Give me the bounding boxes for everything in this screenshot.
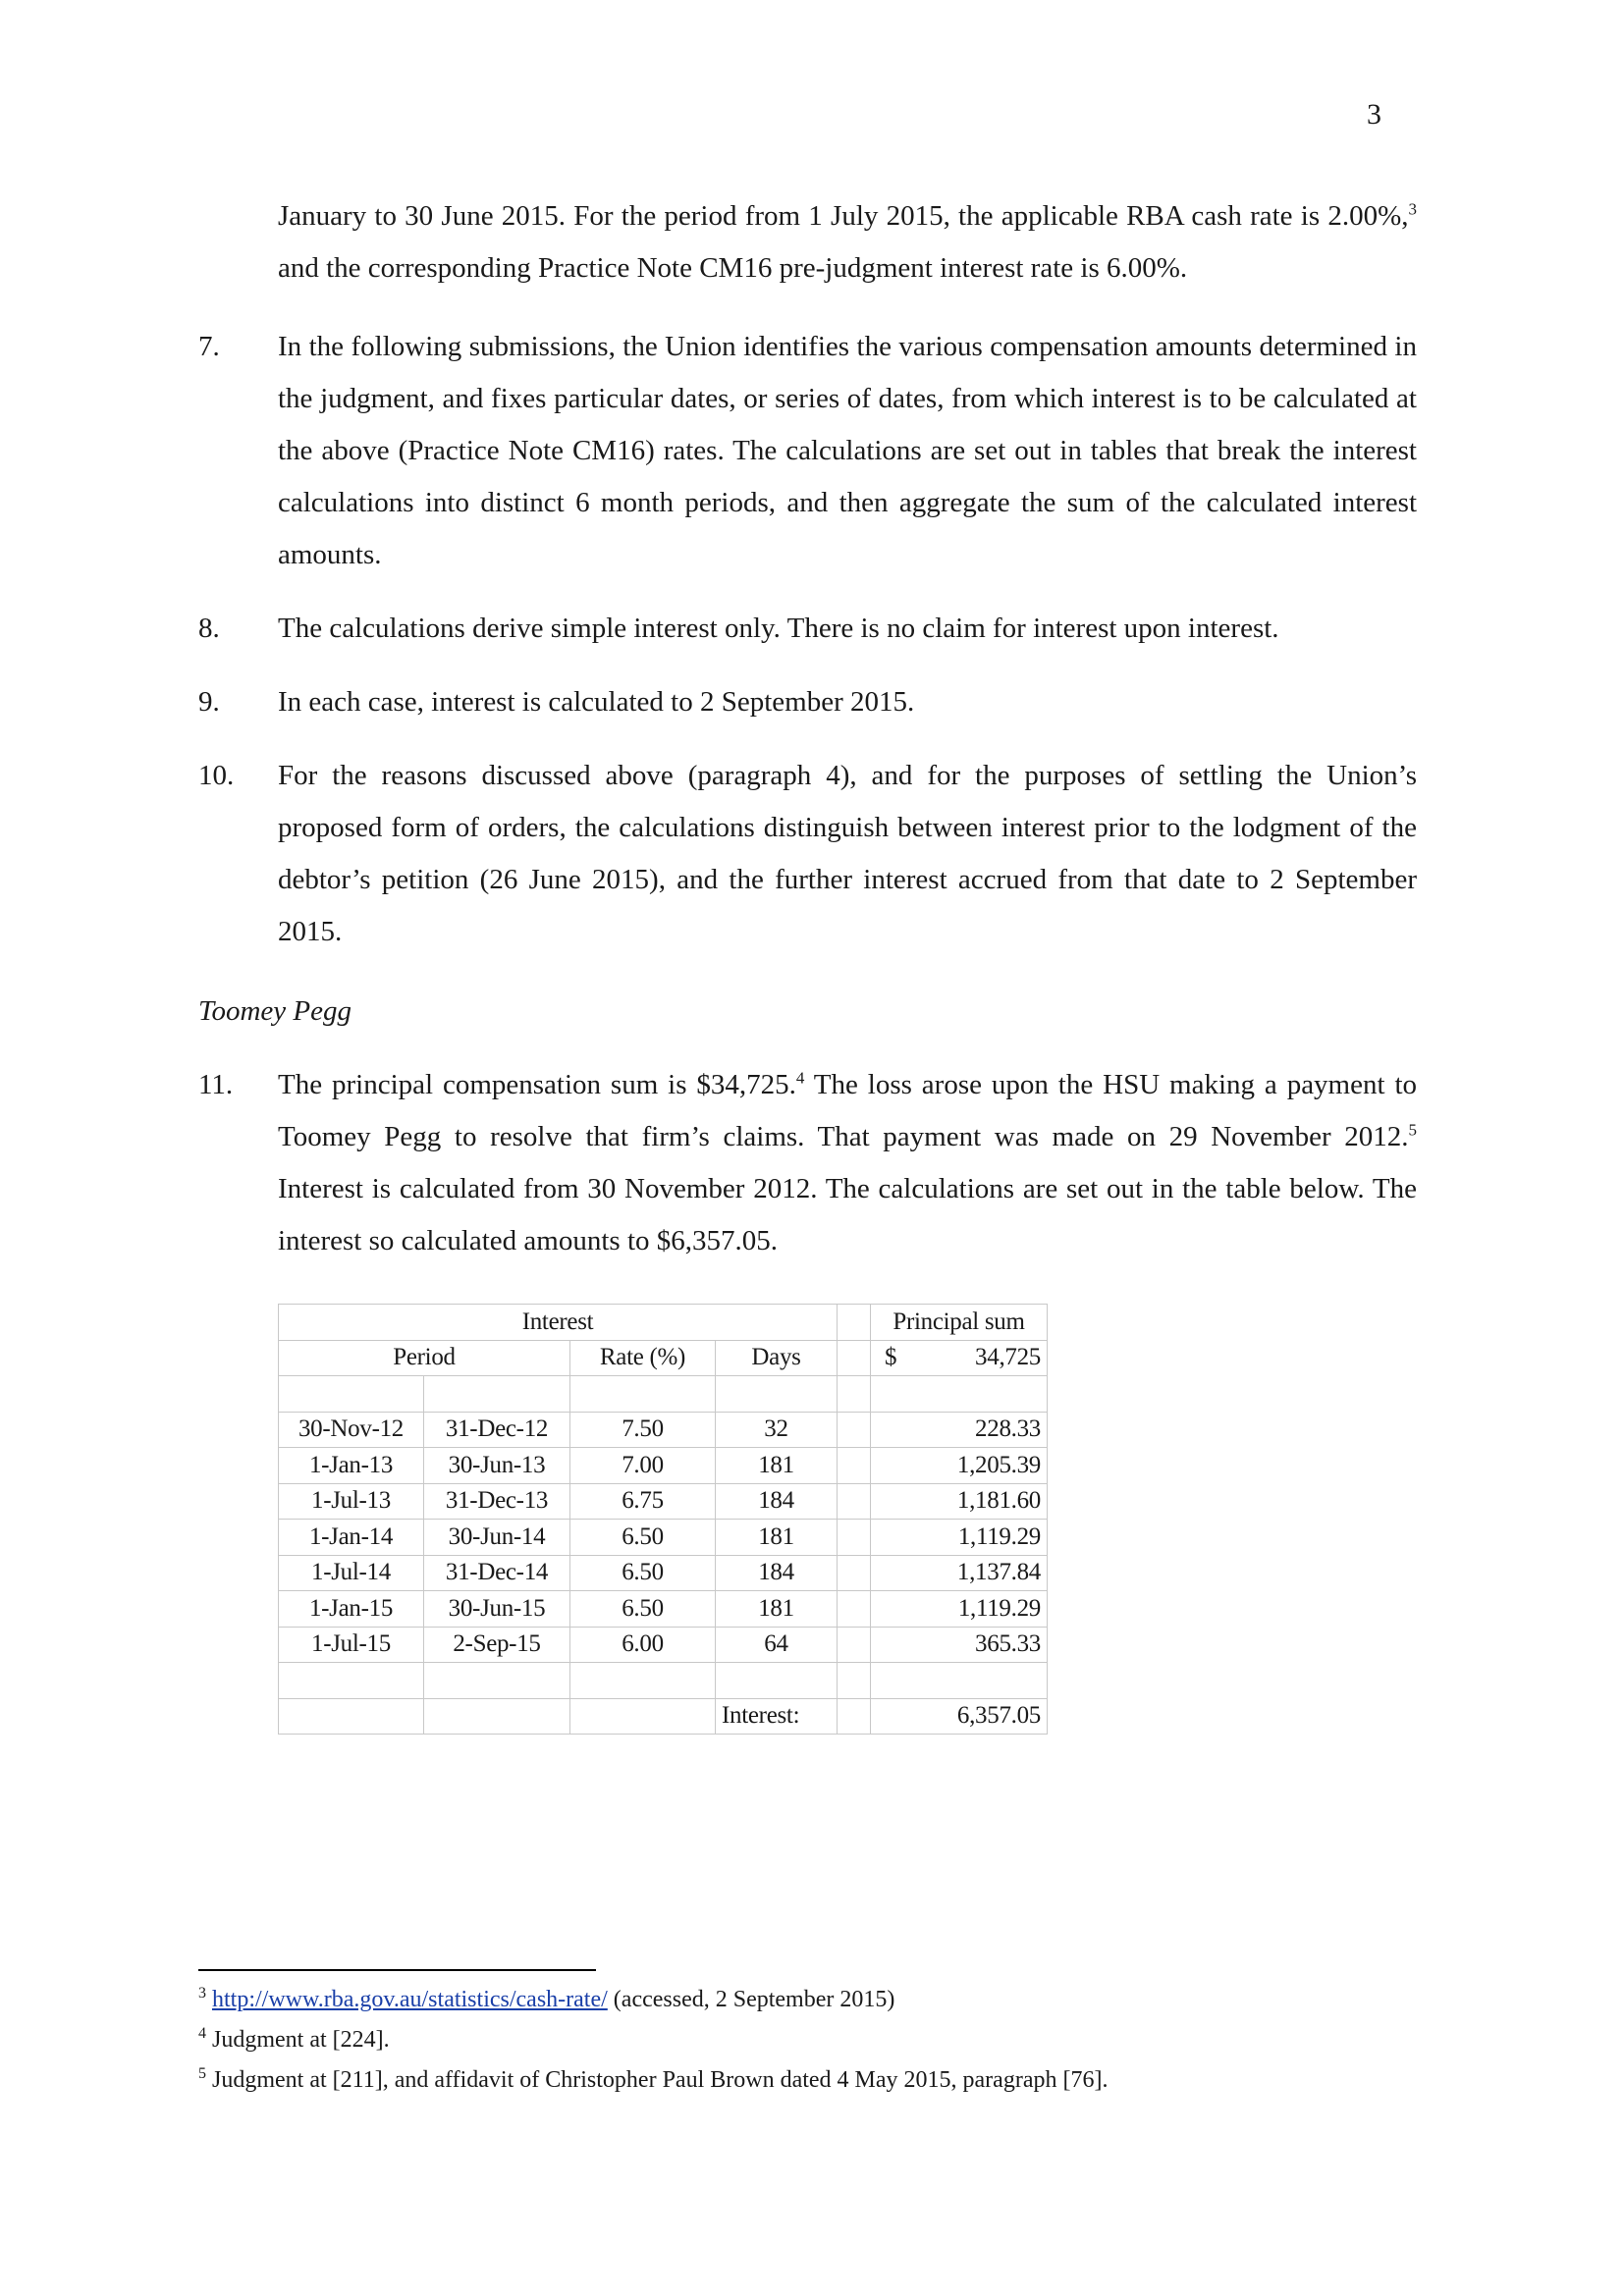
days-cell: 181	[716, 1591, 838, 1628]
rate-cell: 6.50	[570, 1591, 716, 1628]
paragraph-number: 7.	[198, 331, 220, 362]
table-row	[279, 1555, 1048, 1591]
days-header: Days	[716, 1340, 838, 1376]
footnote-number: 5	[198, 2065, 206, 2082]
paragraph-text: In each case, interest is calculated to 2 September 2015.	[278, 686, 915, 718]
footnote-text: Judgment at [224].	[212, 2027, 390, 2053]
table-row-empty	[279, 1663, 1048, 1699]
paragraph-11	[278, 1059, 1417, 1267]
rate-cell: 6.75	[570, 1483, 716, 1520]
rate-cell: 6.50	[570, 1520, 716, 1556]
footnote-link[interactable]: http://www.rba.gov.au/statistics/cash-rate/	[212, 1987, 608, 2012]
table-row	[279, 1627, 1048, 1663]
days-cell: 184	[716, 1483, 838, 1520]
paragraph-text: For the reasons discussed above (paragraph 4), and for the purposes of settling the Union’s proposed form of orders, the calculations distinguish between interest prior to the lodgment of the debtor’s petition (26 June 2015), and the further interest accrued from that date to 2 September 2015.	[278, 760, 1417, 947]
interest-header: Interest	[279, 1305, 838, 1341]
table-cell	[838, 1591, 871, 1628]
table-cell	[838, 1448, 871, 1484]
table-cell	[838, 1483, 871, 1520]
table-row	[279, 1520, 1048, 1556]
period-to-cell: 31-Dec-13	[424, 1483, 570, 1520]
footnote-ref[interactable]: 3	[1408, 199, 1417, 219]
principal-value: 34,725	[975, 1344, 1041, 1371]
table-cell	[838, 1627, 871, 1663]
table-total-row	[279, 1698, 1048, 1735]
table-cell	[838, 1305, 871, 1341]
rate-header: Rate (%)	[570, 1340, 716, 1376]
footnote-ref[interactable]: 4	[795, 1068, 805, 1088]
interest-amount-cell: 1,181.60	[871, 1483, 1048, 1520]
table-cell	[838, 1555, 871, 1591]
period-to-cell: 31-Dec-14	[424, 1555, 570, 1591]
period-from-cell: 1-Jan-14	[279, 1520, 424, 1556]
period-from-cell: 1-Jan-13	[279, 1448, 424, 1484]
period-to-cell: 2-Sep-15	[424, 1627, 570, 1663]
total-value: 6,357.05	[871, 1698, 1048, 1735]
footnote-divider	[198, 1969, 596, 1971]
footnote-text: (accessed, 2 September 2015)	[607, 1987, 895, 2012]
table-header-row	[279, 1305, 1048, 1341]
period-from-cell: 1-Jul-15	[279, 1627, 424, 1663]
period-from-cell: 1-Jan-15	[279, 1591, 424, 1628]
paragraph-10	[278, 750, 1417, 958]
interest-amount-cell: 1,137.84	[871, 1555, 1048, 1591]
table-cell	[838, 1412, 871, 1448]
total-label: Interest:	[716, 1698, 838, 1735]
table-row	[279, 1448, 1048, 1484]
interest-table	[278, 1304, 1048, 1735]
footnote-5	[198, 2065, 1108, 2095]
paragraph-number: 11.	[198, 1069, 234, 1100]
paragraph-text: January to 30 June 2015. For the period from 1 July 2015, the applicable RBA cash rate is 2.00%,	[278, 200, 1409, 232]
table-row-empty	[279, 1376, 1048, 1413]
days-cell: 184	[716, 1555, 838, 1591]
paragraph-text: Interest is calculated from 30 November 2012. The calculations are set out in the table below. The interest so calculated amounts to $6,357.05.	[278, 1173, 1417, 1256]
paragraph-8	[278, 603, 1417, 655]
table-row	[279, 1483, 1048, 1520]
paragraph-continuation	[278, 190, 1417, 294]
section-heading: Toomey Pegg	[198, 995, 352, 1027]
rate-cell: 7.00	[570, 1448, 716, 1484]
paragraph-text: The loss arose upon the HSU making a payment to Toomey Pegg to resolve that firm’s claims. That payment was made on 29 November 2012.	[278, 1069, 1418, 1152]
table-row	[279, 1591, 1048, 1628]
paragraph-number: 9.	[198, 686, 220, 718]
period-to-cell: 31-Dec-12	[424, 1412, 570, 1448]
table-row	[279, 1412, 1048, 1448]
interest-amount-cell: 365.33	[871, 1627, 1048, 1663]
paragraph-text: In the following submissions, the Union identifies the various compensation amounts determined in the judgment, and fixes particular dates, or series of dates, from which interest is to be calculated at the above (Practice Note CM16) rates. The calculations are set out in tables that break the interest calculations into distinct 6 month periods, and then aggregate the sum of the calculated interest amounts.	[278, 331, 1417, 570]
table-cell	[838, 1340, 871, 1376]
days-cell: 181	[716, 1520, 838, 1556]
interest-amount-cell: 1,119.29	[871, 1520, 1048, 1556]
interest-amount-cell: 1,205.39	[871, 1448, 1048, 1484]
period-from-cell: 1-Jul-13	[279, 1483, 424, 1520]
period-to-cell: 30-Jun-15	[424, 1591, 570, 1628]
interest-amount-cell: 1,119.29	[871, 1591, 1048, 1628]
period-from-cell: 30-Nov-12	[279, 1412, 424, 1448]
footnote-number: 4	[198, 2025, 206, 2042]
paragraph-text: and the corresponding Practice Note CM16 pre-judgment interest rate is 6.00%.	[278, 252, 1188, 284]
rate-cell: 6.50	[570, 1555, 716, 1591]
rate-cell: 7.50	[570, 1412, 716, 1448]
paragraph-9	[278, 676, 1417, 728]
table-cell	[838, 1520, 871, 1556]
period-to-cell: 30-Jun-14	[424, 1520, 570, 1556]
principal-header: Principal sum	[871, 1305, 1048, 1341]
currency-symbol: $	[885, 1344, 897, 1371]
paragraph-7	[278, 321, 1417, 581]
footnote-3	[198, 1985, 894, 2014]
rate-cell: 6.00	[570, 1627, 716, 1663]
table-subheader-row	[279, 1340, 1048, 1376]
footnote-text: Judgment at [211], and affidavit of Christopher Paul Brown dated 4 May 2015, paragraph [76].	[212, 2067, 1109, 2093]
interest-amount-cell: 228.33	[871, 1412, 1048, 1448]
paragraph-number: 10.	[198, 760, 235, 791]
paragraph-text: The calculations derive simple interest only. There is no claim for interest upon interest.	[278, 613, 1279, 644]
days-cell: 64	[716, 1627, 838, 1663]
days-cell: 32	[716, 1412, 838, 1448]
footnote-4	[198, 2025, 390, 2055]
period-to-cell: 30-Jun-13	[424, 1448, 570, 1484]
period-header: Period	[279, 1340, 570, 1376]
footnote-number: 3	[198, 1985, 206, 2002]
footnote-ref[interactable]: 5	[1408, 1120, 1417, 1140]
principal-cell	[871, 1340, 1048, 1376]
paragraph-number: 8.	[198, 613, 220, 644]
paragraph-text: The principal compensation sum is $34,725.	[278, 1069, 796, 1100]
period-from-cell: 1-Jul-14	[279, 1555, 424, 1591]
page-number: 3	[1367, 98, 1381, 131]
days-cell: 181	[716, 1448, 838, 1484]
